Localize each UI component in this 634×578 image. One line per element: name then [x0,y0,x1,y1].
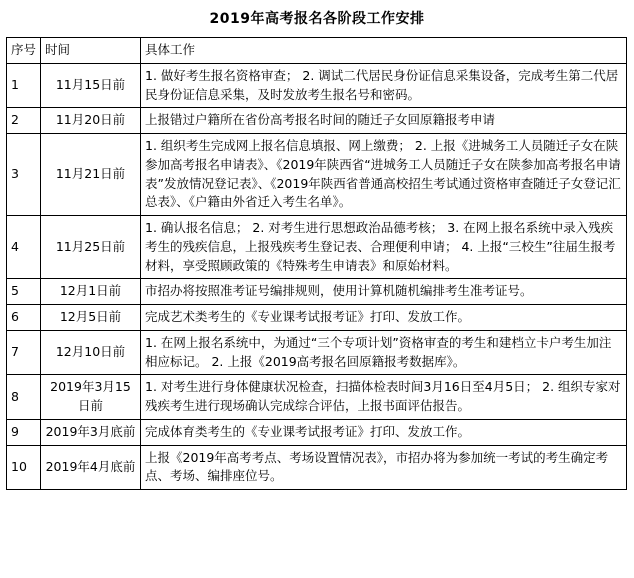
row-work: 1. 组织考生完成网上报名信息填报、网上缴费； 2. 上报《进城务工人员随迁子女在陕参加高考报名申请表》、《2019年陕西省“进城务工人员随迁子女在陕参加高考报名申请表”发放情况登记表》、《2019年陕西省普通高校招生考试通过资格审查随迁子女登记汇总表》、《户籍由外省迁入考生名单》。 [141,134,627,216]
row-time: 12月10日前 [41,330,141,375]
table-row [7,375,627,420]
row-no: 5 [7,279,41,305]
row-no: 8 [7,375,41,420]
table-row [7,445,627,490]
row-work: 1. 做好考生报名资格审查； 2. 调试二代居民身份证信息采集设备，完成考生第二代居民身份证信息采集，及时发放考生报名号和密码。 [141,63,627,108]
page-title: 2019年高考报名各阶段工作安排 [209,11,425,27]
table-row [7,134,627,216]
row-work: 1. 对考生进行身体健康状况检查，扫描体检表时间3月16日至4月5日； 2. 组织专家对残疾考生进行现场确认完成综合评估，上报书面评估报告。 [141,375,627,420]
row-time: 11月15日前 [41,63,141,108]
row-no: 3 [7,134,41,216]
table-row [7,305,627,331]
column-header-time: 时间 [41,38,141,64]
row-time: 2019年3月15日前 [41,375,141,420]
row-work: 完成体育类考生的《专业课考试报考证》打印、发放工作。 [141,419,627,445]
row-no: 9 [7,419,41,445]
row-no: 6 [7,305,41,331]
row-work: 市招办将按照准考证号编排规则，使用计算机随机编排考生准考证号。 [141,279,627,305]
table-row [7,419,627,445]
table-row [7,63,627,108]
row-time: 12月1日前 [41,279,141,305]
row-time: 11月21日前 [41,134,141,216]
column-header-work: 具体工作 [141,38,627,64]
row-time: 12月5日前 [41,305,141,331]
row-no: 10 [7,445,41,490]
row-work: 1. 在网上报名系统中，为通过“三个专项计划”资格审查的考生和建档立卡户考生加注相应标记。 2. 上报《2019高考报名回原籍报考数据库》。 [141,330,627,375]
column-header-no: 序号 [7,38,41,64]
row-time: 2019年4月底前 [41,445,141,490]
schedule-table [6,37,627,490]
table-row [7,330,627,375]
row-no: 7 [7,330,41,375]
row-no: 2 [7,108,41,134]
table-row [7,108,627,134]
row-no: 4 [7,216,41,279]
table-header-row [7,38,627,64]
row-work: 1. 确认报名信息； 2. 对考生进行思想政治品德考核； 3. 在网上报名系统中录入残疾考生的残疾信息，上报残疾考生登记表、合理便利申请； 4. 上报“三校生”往届生报考材料，享受照顾政策的《特殊考生申请表》和原始材料。 [141,216,627,279]
row-time: 11月20日前 [41,108,141,134]
row-time: 2019年3月底前 [41,419,141,445]
row-work: 上报《2019年高考考点、考场设置情况表》，市招办将为参加统一考试的考生确定考点、考场、编排座位号。 [141,445,627,490]
table-row [7,279,627,305]
row-time: 11月25日前 [41,216,141,279]
row-work: 完成艺术类考生的《专业课考试报考证》打印、发放工作。 [141,305,627,331]
table-row [7,216,627,279]
row-work: 上报错过户籍所在省份高考报名时间的随迁子女回原籍报考申请 [141,108,627,134]
row-no: 1 [7,63,41,108]
